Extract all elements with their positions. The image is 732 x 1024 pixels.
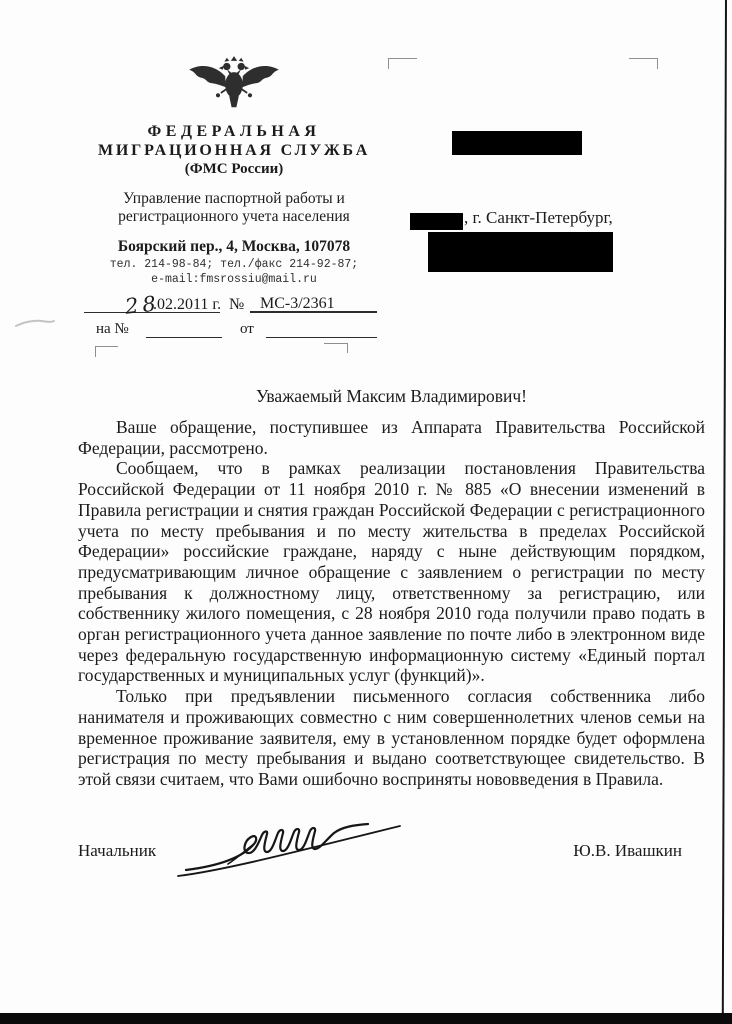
reply-to-number-label: на № — [96, 321, 129, 337]
redaction-box-street — [410, 213, 463, 230]
email-line: e-mail:fmsrossiu@mail.ru — [151, 273, 317, 286]
signoff-title: Начальник — [78, 841, 157, 860]
body-paragraph: Сообщаем, что в рамках реализации постановления Правительства Российской Федерации от 11 ноября 2010 г. № 885 «О внесении изменений в Правила регистрации и снятия граждан Российской Федерации с регистрационного учета по месту пребывания и по месту жительства в пределах Российской Федерации» российские граждане, наряду с ныне действующим порядком, предусматривающим личное обращение с заявлением о регистрации по месту пребывания к должностному лицу, ответственному за регистрацию, или собственнику жилого помещения, с 28 ноября 2010 года получили право подать в орган регистрационного учета данное заявление по почте либо в электронном виде через федеральную государственную информационную систему «Единый портал государственных и муниципальных услуг (функций)». — [78, 458, 705, 686]
redaction-box-address — [428, 232, 613, 272]
corner-bracket-lower-right — [324, 343, 348, 353]
number-sign: № — [229, 296, 245, 313]
department-line2: регистрационного учета населения — [118, 207, 350, 225]
corner-bracket-top-right — [629, 58, 658, 69]
reply-number-underline — [146, 337, 222, 338]
letterhead — [58, 52, 410, 286]
reply-date-underline — [266, 337, 377, 338]
letter-body — [78, 417, 705, 790]
scan-edge-bar-bottom — [0, 1013, 732, 1024]
pencil-squiggle-mark — [14, 314, 56, 332]
scan-edge-line-right — [722, 0, 727, 1016]
salutation: Уважаемый Максим Владимирович! — [255, 386, 528, 406]
corner-bracket-lower-left — [95, 346, 118, 357]
reply-from-label: от — [240, 321, 254, 337]
department-line1: Управление паспортной работы и — [123, 190, 345, 207]
body-paragraph: Ваше обращение, поступившее из Аппарата Правительства Российской Федерации, рассмотрено. — [78, 417, 705, 458]
redaction-box-recipient-name — [452, 131, 582, 155]
signoff-name: Ю.В. Ивашкин — [573, 841, 682, 860]
handwritten-signature-icon — [168, 820, 408, 880]
body-paragraph: Только при предъявлении письменного согласия собственника либо нанимателя и проживающих совместно с ним совершеннолетних членов семьи на временное проживание заявителя, ему в установленном порядке будет оформлена регистрация по месту пребывания и выдано соответствующее свидетельство. В этой связи считаем, что Вами ошибочно восприняты нововведения в Правила. — [78, 686, 705, 789]
letter-number: МС-3/2361 — [260, 295, 335, 312]
double-headed-eagle-icon — [186, 52, 282, 113]
recipient-city: , г. Санкт-Петербург, — [464, 208, 613, 227]
org-name-line2: МИГРАЦИОННАЯ СЛУЖБА — [97, 142, 371, 159]
handwritten-day: 28 — [123, 291, 161, 319]
corner-bracket-top-left — [388, 58, 417, 69]
letter-date: .02.2011 г. — [153, 296, 222, 313]
phone-fax-line: тел. 214-98-84; тел./факс 214-92-87; — [109, 258, 359, 271]
org-name-line1: ФЕДЕРАЛЬНАЯ — [147, 123, 321, 140]
postal-address: Боярский пер., 4, Москва, 107078 — [117, 238, 351, 255]
org-abbreviation: (ФМС России) — [184, 161, 284, 177]
